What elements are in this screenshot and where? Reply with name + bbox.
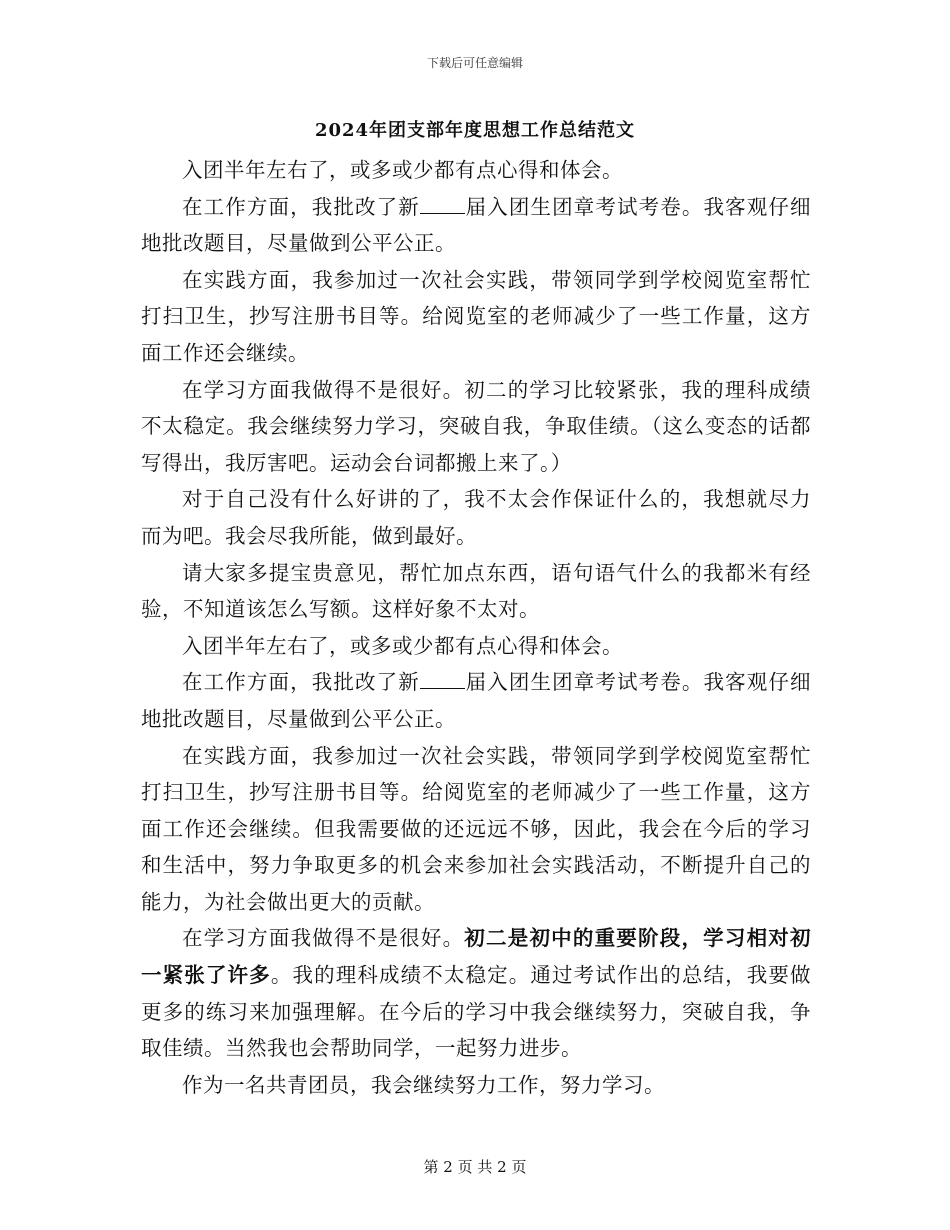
paragraph-self: 对于自己没有什么好讲的了，我不太会作保证什么的，我想就尽力而为吧。我会尽我所能，做到最好。: [141, 487, 811, 548]
paragraph-study-bold-text: 初二是初中的重要阶段，学习相对初一紧张了许多: [141, 926, 812, 988]
fill-in-blank: [420, 194, 465, 213]
document-title: 2024年团支部年度思想工作总结范文: [314, 120, 636, 141]
paragraph-intro-repeat: 入团半年左右了，或多或少都有点心得和体会。: [182, 633, 623, 658]
paragraph-intro: 入团半年左右了，或多或少都有点心得和体会。: [182, 158, 623, 182]
paragraph-closing: 作为一名共青团员，我会继续努力工作，努力学习。: [182, 1072, 665, 1097]
paragraph-work-repeat: [141, 664, 811, 737]
paragraph-study-extended: [141, 920, 811, 1066]
paragraph-study-text-after: 。我的理科成绩不太稳定。通过考试作出的总结，我要做更多的练习来加强理解。在今后的学习中我会继续努力，突破自我，争取佳绩。当然我也会帮助同学，一起努力进步。: [141, 963, 812, 1061]
paragraph-work-text-before: 在工作方面，我批改了新: [182, 194, 420, 219]
header-note: 下载后可任意编辑: [426, 56, 523, 70]
paragraph-work: [141, 189, 811, 262]
paragraph-work-repeat-text-before: 在工作方面，我批改了新: [182, 670, 420, 695]
paragraph-practice: 在实践方面，我参加过一次社会实践，带领同学到学校阅览室帮忙打扫卫生，抄写注册书目等。给阅览室的老师减少了一些工作量，这方面工作还会继续。: [141, 267, 811, 365]
paragraph-study: 在学习方面我做得不是很好。初二的学习比较紧张，我的理科成绩不太稳定。我会继续努力学习，突破自我，争取佳绩。（这么变态的话都写得出，我厉害吧。运动会台词都搬上来了。）: [141, 377, 811, 475]
paragraph-study-text-before: 在学习方面我做得不是很好。: [182, 926, 465, 951]
document-body: [141, 152, 811, 1103]
page-number: 第 2 页 共 2 页: [423, 1158, 527, 1176]
paragraph-work-text-after: 届入团生团章考试考卷。我客观仔细地批改题目，尽量做到公平公正。: [141, 194, 812, 256]
paragraph-request: 请大家多提宝贵意见，帮忙加点东西，语句语气什么的我都米有经验，不知道该怎么写额。这样好象不太对。: [141, 560, 811, 622]
paragraph-practice-extended: 在实践方面，我参加过一次社会实践，带领同学到学校阅览室帮忙打扫卫生，抄写注册书目等。给阅览室的老师减少了一些工作量，这方面工作还会继续。但我需要做的还远远不够，因此，我会在今后的学习和生活中，努力争取更多的机会来参加社会实践活动，不断提升自己的能力，为社会做出更大的贡献。: [141, 743, 811, 914]
fill-in-blank: [420, 670, 465, 689]
paragraph-work-repeat-text-after: 届入团生团章考试考卷。我客观仔细地批改题目，尽量做到公平公正。: [141, 670, 812, 731]
